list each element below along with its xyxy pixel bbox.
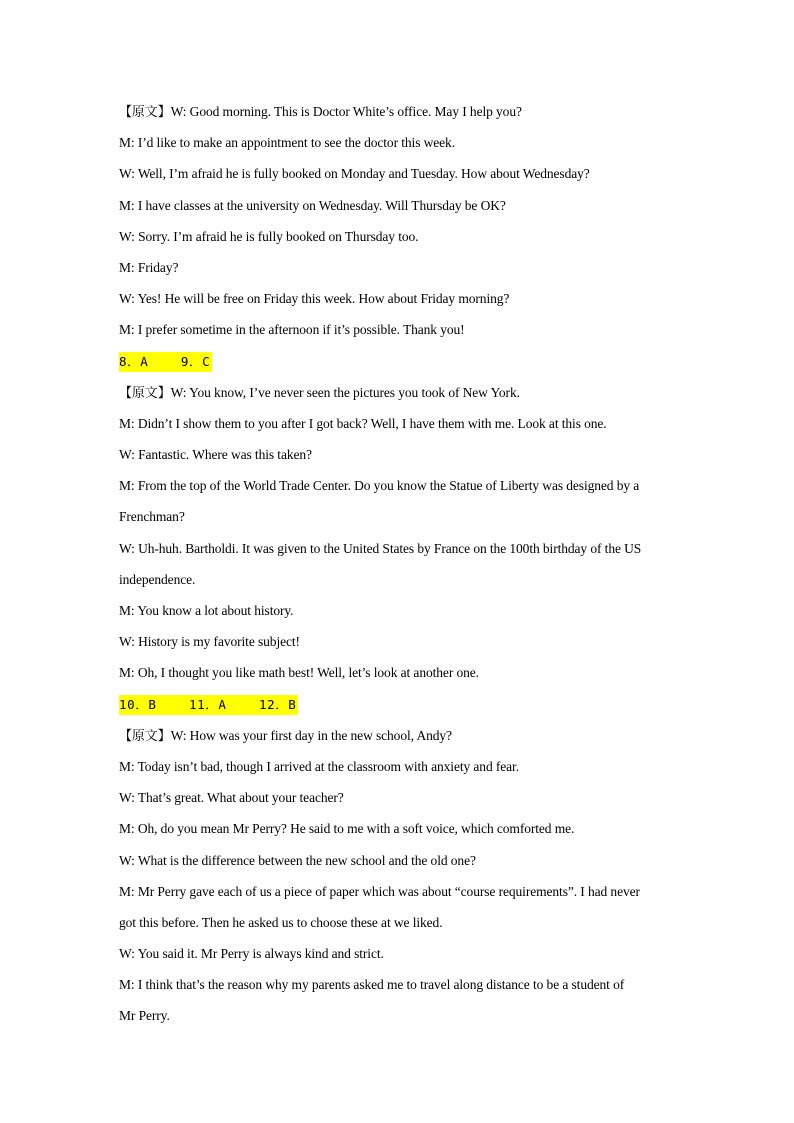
- dialogue-line: W: History is my favorite subject!: [119, 634, 300, 650]
- dialogue-line: [119, 720, 679, 751]
- dialogue-line: W: Sorry. I’m afraid he is fully booked on Thursday too.: [119, 228, 419, 244]
- source-tag: 【原文】: [119, 105, 171, 120]
- dialogue-line: Frenchman?: [119, 509, 185, 525]
- line-text: W: You know, I’ve never seen the pictures you took of New York.: [170, 384, 520, 400]
- line-text: W: How was your first day in the new school, Andy?: [170, 727, 452, 743]
- dialogue-line: M: Oh, do you mean Mr Perry? He said to me with a soft voice, which comforted me.: [119, 821, 575, 837]
- dialogue-line: M: Friday?: [119, 259, 179, 275]
- dialogue-line: M: Mr Perry gave each of us a piece of paper which was about “course requirements”. I had never: [119, 883, 640, 899]
- dialogue-2: [119, 377, 679, 689]
- source-tag: 【原文】: [119, 385, 171, 401]
- dialogue-line: W: You said it. Mr Perry is always kind and strict.: [119, 946, 384, 962]
- dialogue-line: [119, 377, 679, 408]
- dialogue-line: M: I have classes at the university on Wednesday. Will Thursday be OK?: [119, 197, 506, 213]
- dialogue-line: got this before. Then he asked us to choose these at we liked.: [119, 914, 443, 930]
- line-text: W: Good morning. This is Doctor White’s office. May I help you?: [170, 104, 522, 119]
- dialogue-line: W: Yes! He will be free on Friday this week. How about Friday morning?: [119, 291, 510, 307]
- dialogue-line: W: What is the difference between the new school and the old one?: [119, 852, 476, 868]
- dialogue-line: M: You know a lot about history.: [119, 603, 294, 618]
- answer-key-highlight: 10．B 11．A 12．B: [119, 695, 298, 715]
- dialogue-line: W: Fantastic. Where was this taken?: [119, 447, 312, 463]
- dialogue-line: W: That’s great. What about your teacher?: [119, 790, 344, 806]
- dialogue-line: M: Oh, I thought you like math best! Well, let’s look at another one.: [119, 665, 479, 681]
- source-tag: 【原文】: [119, 728, 171, 744]
- dialogue-line: M: From the top of the World Trade Center. Do you know the Statue of Liberty was designed by a: [119, 478, 640, 494]
- dialogue-line: independence.: [119, 571, 196, 587]
- dialogue-3: [119, 720, 679, 1032]
- dialogue-line: [119, 96, 679, 127]
- dialogue-line: Mr Perry.: [119, 1008, 170, 1024]
- dialogue-line: M: I think that’s the reason why my parents asked me to travel along distance to be a student of: [119, 977, 625, 993]
- document-page: [119, 96, 679, 1032]
- answer-line: [119, 346, 679, 377]
- dialogue-line: W: Uh-huh. Bartholdi. It was given to the United States by France on the 100th birthday of the US: [119, 540, 642, 556]
- dialogue-1: [119, 96, 679, 346]
- dialogue-line: M: Didn’t I show them to you after I got back? Well, I have them with me. Look at this one.: [119, 415, 607, 431]
- dialogue-line: M: I’d like to make an appointment to see the doctor this week.: [119, 135, 455, 151]
- dialogue-line: M: I prefer sometime in the afternoon if it’s possible. Thank you!: [119, 322, 465, 338]
- dialogue-line: M: Today isn’t bad, though I arrived at the classroom with anxiety and fear.: [119, 758, 519, 774]
- answer-key-highlight: 8．A 9．C: [119, 352, 212, 372]
- answer-line: [119, 689, 679, 720]
- dialogue-line: W: Well, I’m afraid he is fully booked on Monday and Tuesday. How about Wednesday?: [119, 166, 590, 182]
